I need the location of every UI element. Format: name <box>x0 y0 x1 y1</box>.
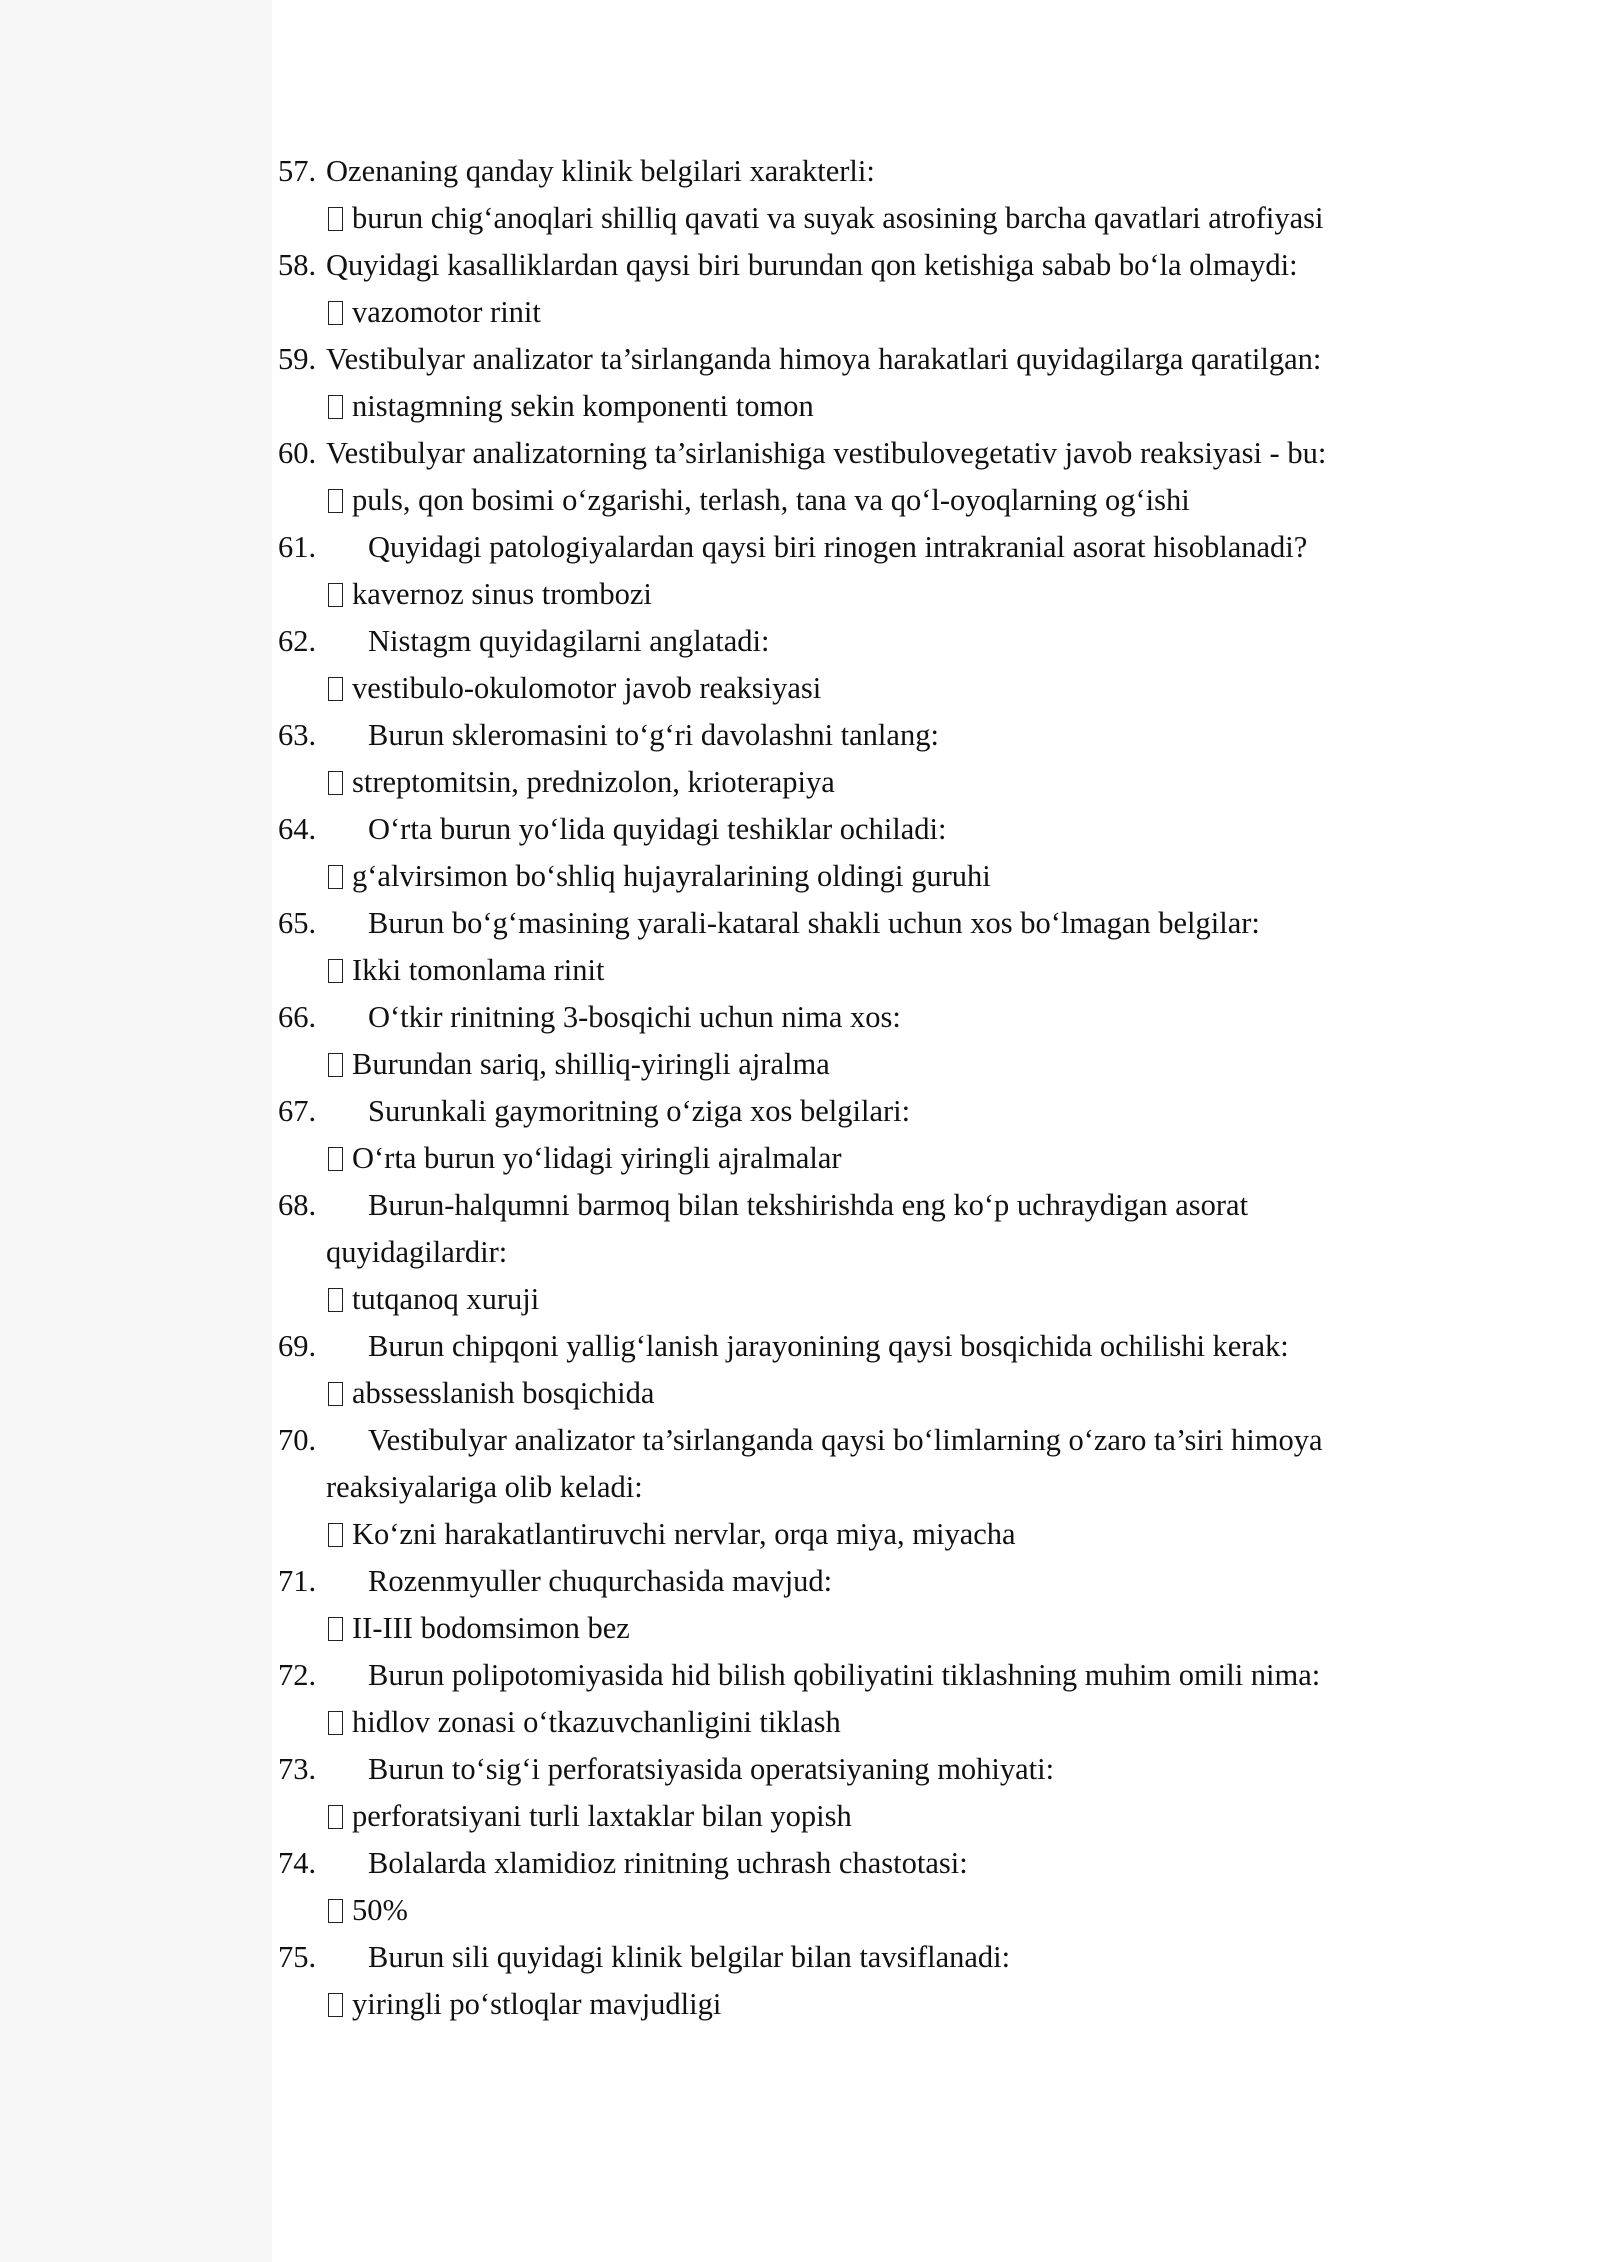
missing-glyph-box-icon <box>328 395 343 419</box>
missing-glyph-box-icon <box>328 1382 343 1406</box>
question-text: Burun-halqumni barmoq bilan tekshirishda eng ko‘p uchraydigan asorat <box>368 1188 1249 1222</box>
answer-line <box>278 571 1408 618</box>
question-number: 73. <box>278 1752 317 1786</box>
answer-text: Burundan sariq, shilliq-yiringli ajralma <box>352 1047 830 1081</box>
missing-glyph-box-icon <box>328 1288 343 1312</box>
answer-text: hidlov zonasi o‘tkazuvchanligini tiklash <box>352 1705 841 1739</box>
answer-text: perforatsiyani turli laxtaklar bilan yopish <box>352 1799 852 1833</box>
question-text: Burun bo‘g‘masining yarali-kataral shakli uchun xos bo‘lmagan belgilar: <box>368 906 1260 940</box>
question-item <box>278 1652 1408 1746</box>
question-item <box>278 336 1408 430</box>
question-item <box>278 1558 1408 1652</box>
question-item <box>278 1323 1408 1417</box>
question-text: Nistagm quyidagilarni anglatadi: <box>368 624 770 658</box>
answer-text: O‘rta burun yo‘lidagi yiringli ajralmalar <box>352 1141 842 1175</box>
missing-glyph-box-icon <box>328 1899 343 1923</box>
question-text: Quyidagi kasalliklardan qaysi biri burundan qon ketishiga sabab bo‘la olmaydi: <box>326 248 1298 282</box>
answer-line <box>278 1981 1408 2028</box>
answer-text: vestibulo-okulomotor javob reaksiyasi <box>352 671 822 705</box>
answer-line <box>278 1605 1408 1652</box>
question-item <box>278 618 1408 712</box>
question-number: 69. <box>278 1329 317 1363</box>
question-number: 71. <box>278 1564 317 1598</box>
answer-line <box>278 1041 1408 1088</box>
missing-glyph-box-icon <box>328 1805 343 1829</box>
answer-line <box>278 1135 1408 1182</box>
question-item <box>278 712 1408 806</box>
page-margin-shade <box>0 0 272 2262</box>
answer-text: Ikki tomonlama rinit <box>352 953 605 987</box>
question-text: Vestibulyar analizator ta’sirlanganda qaysi bo‘limlarning o‘zaro ta’siri himoya <box>368 1423 1323 1457</box>
question-item <box>278 1840 1408 1934</box>
answer-line <box>278 383 1408 430</box>
question-text: Burun to‘sig‘i perforatsiyasida operatsiyaning mohiyati: <box>368 1752 1055 1786</box>
answer-line <box>278 1699 1408 1746</box>
answer-text: 50% <box>352 1893 408 1927</box>
question-number: 65. <box>278 906 317 940</box>
question-text: Ozenaning qanday klinik belgilari xarakterli: <box>326 154 875 188</box>
answer-line <box>278 1887 1408 1934</box>
question-text-continued: reaksiyalariga olib keladi: <box>326 1470 643 1504</box>
answer-text: Ko‘zni harakatlantiruvchi nervlar, orqa miya, miyacha <box>352 1517 1016 1551</box>
answer-line <box>278 1276 1408 1323</box>
missing-glyph-box-icon <box>328 489 343 513</box>
question-text: Vestibulyar analizator ta’sirlanganda himoya harakatlari quyidagilarga qaratilgan: <box>326 342 1322 376</box>
answer-text: g‘alvirsimon bo‘shliq hujayralarining oldingi guruhi <box>352 859 991 893</box>
question-text: Rozenmyuller chuqurchasida mavjud: <box>368 1564 833 1598</box>
question-number: 62. <box>278 624 317 658</box>
missing-glyph-box-icon <box>328 583 343 607</box>
question-number: 63. <box>278 718 317 752</box>
missing-glyph-box-icon <box>328 1147 343 1171</box>
missing-glyph-box-icon <box>328 1523 343 1547</box>
answer-text: puls, qon bosimi o‘zgarishi, terlash, tana va qo‘l-oyoqlarning og‘ishi <box>352 483 1190 517</box>
question-item <box>278 900 1408 994</box>
missing-glyph-box-icon <box>328 1617 343 1641</box>
answer-line <box>278 289 1408 336</box>
answer-line <box>278 947 1408 994</box>
question-item <box>278 1934 1408 2028</box>
question-item <box>278 806 1408 900</box>
answer-line <box>278 477 1408 524</box>
answer-text: yiringli po‘stloqlar mavjudligi <box>352 1987 722 2021</box>
question-text: Quyidagi patologiyalardan qaysi biri rinogen intrakranial asorat hisoblanadi? <box>368 530 1308 564</box>
question-text-continued: quyidagilardir: <box>326 1235 508 1269</box>
question-text: Burun polipotomiyasida hid bilish qobiliyatini tiklashning muhim omili nima: <box>368 1658 1321 1692</box>
question-number: 60. <box>278 436 317 470</box>
answer-text: burun chig‘anoqlari shilliq qavati va suyak asosining barcha qavatlari atrofiyasi <box>352 201 1324 235</box>
question-number: 59. <box>278 342 317 376</box>
question-text: Bolalarda xlamidioz rinitning uchrash chastotasi: <box>368 1846 968 1880</box>
answer-text: vazomotor rinit <box>352 295 541 329</box>
question-text: Burun skleromasini to‘g‘ri davolashni tanlang: <box>368 718 939 752</box>
question-text: Burun sili quyidagi klinik belgilar bilan tavsiflanadi: <box>368 1940 1011 1974</box>
answer-line <box>278 759 1408 806</box>
question-number: 58. <box>278 248 317 282</box>
answer-text: nistagmning sekin komponenti tomon <box>352 389 814 423</box>
question-item <box>278 994 1408 1088</box>
question-text: O‘tkir rinitning 3-bosqichi uchun nima xos: <box>368 1000 901 1034</box>
question-item <box>278 1417 1408 1558</box>
missing-glyph-box-icon <box>328 207 343 231</box>
question-text: Vestibulyar analizatorning ta’sirlanishiga vestibulovegetativ javob reaksiyasi - bu: <box>326 436 1327 470</box>
question-number: 57. <box>278 154 317 188</box>
question-text: O‘rta burun yo‘lida quyidagi teshiklar ochiladi: <box>368 812 947 846</box>
question-number: 74. <box>278 1846 317 1880</box>
question-number: 66. <box>278 1000 317 1034</box>
answer-text: II-III bodomsimon bez <box>352 1611 630 1645</box>
answer-text: abssesslanish bosqichida <box>352 1376 655 1410</box>
answer-line <box>278 1370 1408 1417</box>
answer-line <box>278 665 1408 712</box>
answer-line <box>278 1511 1408 1558</box>
question-item <box>278 1088 1408 1182</box>
question-item <box>278 148 1408 242</box>
question-item <box>278 242 1408 336</box>
missing-glyph-box-icon <box>328 959 343 983</box>
answer-text: streptomitsin, prednizolon, krioterapiya <box>352 765 835 799</box>
question-list <box>278 148 1408 2028</box>
question-number: 70. <box>278 1423 317 1457</box>
missing-glyph-box-icon <box>328 1993 343 2017</box>
missing-glyph-box-icon <box>328 301 343 325</box>
question-item <box>278 1746 1408 1840</box>
question-number: 68. <box>278 1188 317 1222</box>
answer-line <box>278 853 1408 900</box>
answer-text: tutqanoq xuruji <box>352 1282 540 1316</box>
answer-line <box>278 1793 1408 1840</box>
question-number: 75. <box>278 1940 317 1974</box>
missing-glyph-box-icon <box>328 1711 343 1735</box>
missing-glyph-box-icon <box>328 771 343 795</box>
question-item <box>278 524 1408 618</box>
missing-glyph-box-icon <box>328 865 343 889</box>
missing-glyph-box-icon <box>328 1053 343 1077</box>
missing-glyph-box-icon <box>328 677 343 701</box>
question-text: Surunkali gaymoritning o‘ziga xos belgilari: <box>368 1094 911 1128</box>
question-item <box>278 1182 1408 1323</box>
question-number: 72. <box>278 1658 317 1692</box>
question-number: 67. <box>278 1094 317 1128</box>
question-text: Burun chipqoni yallig‘lanish jarayonining qaysi bosqichida ochilishi kerak: <box>368 1329 1289 1363</box>
question-number: 64. <box>278 812 317 846</box>
question-item <box>278 430 1408 524</box>
question-number: 61. <box>278 530 317 564</box>
answer-text: kavernoz sinus trombozi <box>352 577 652 611</box>
answer-line <box>278 195 1408 242</box>
